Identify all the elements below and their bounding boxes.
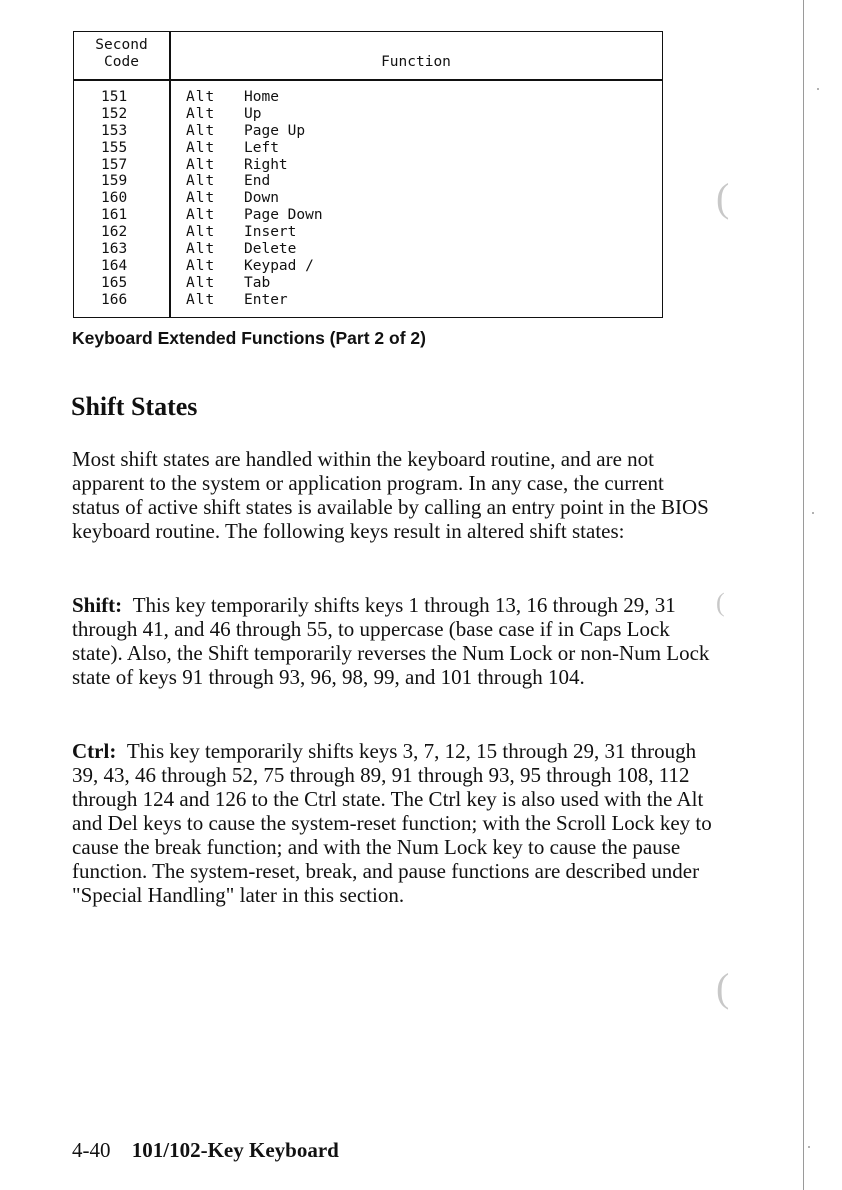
table-header-divider [74, 79, 662, 81]
ctrl-paragraph [72, 739, 712, 907]
ctrl-text: This key temporarily shifts keys 3, 7, 12, 15 through 29, 31 through 39, 43, 46 through 52, 75 through 89, 91 through 93, 95 through 108, 112 through 124 and 126 to the Ctrl state. The Ctrl key is also used with the Alt and Del keys to cause the system-reset function; with the Scroll Lock key to cause the break function; and with the Num Lock key to cause the pause function. The system-reset, break, and pause functions are described under "Special Handling" later in this section. [72, 739, 712, 907]
table-row [74, 275, 662, 292]
row-code: 166 [101, 291, 128, 308]
row-key: Insert [244, 224, 297, 241]
table-row [74, 157, 662, 174]
row-key: Page Up [244, 122, 306, 139]
shift-term: Shift: [72, 593, 123, 617]
ctrl-term: Ctrl: [72, 739, 117, 763]
shift-paragraph [72, 593, 712, 689]
row-code: 160 [101, 190, 128, 207]
row-key: Home [244, 89, 279, 105]
table-row [74, 123, 662, 140]
row-code: 151 [101, 89, 128, 105]
header-code-line: Code [104, 54, 139, 70]
row-code: 155 [101, 139, 128, 156]
table-row [74, 173, 662, 190]
table-row [74, 207, 662, 224]
scan-speck [808, 1146, 810, 1148]
page-edge-rule [803, 0, 804, 1190]
row-key: Tab [244, 274, 271, 291]
page-number: 4-40 [72, 1138, 111, 1162]
table-row [74, 292, 662, 309]
row-key: Down [244, 190, 279, 207]
row-code: 159 [101, 173, 128, 190]
row-code: 157 [101, 156, 128, 173]
scan-mark: ( [716, 175, 730, 220]
row-modifier: Alt [186, 156, 216, 173]
row-key: Up [244, 105, 262, 122]
table-row [74, 140, 662, 157]
extended-functions-table [73, 31, 663, 318]
row-key: Enter [244, 291, 288, 308]
shift-text: This key temporarily shifts keys 1 through 13, 16 through 29, 31 through 41, and 46 through 55, to uppercase (base case if in Caps Lock state). Also, the Shift temporarily reverses the Num Lock or non-Num Lock state of keys 91 through 93, 96, 98, 99, and 101 through 104. [72, 593, 710, 689]
table-row [74, 258, 662, 275]
scan-mark: ( [716, 965, 730, 1010]
header-function: Function [381, 54, 451, 70]
row-key: Left [244, 139, 279, 156]
table-body [74, 89, 662, 309]
header-second-code [74, 37, 169, 71]
row-code: 163 [101, 241, 128, 258]
row-modifier: Alt [186, 89, 216, 105]
row-code: 162 [101, 224, 128, 241]
table-row [74, 224, 662, 241]
page-footer [72, 1138, 339, 1163]
row-modifier: Alt [186, 122, 216, 139]
table-row [74, 241, 662, 258]
table-row [74, 106, 662, 123]
row-modifier: Alt [186, 274, 216, 291]
row-code: 152 [101, 105, 128, 122]
intro-paragraph: Most shift states are handled within the keyboard routine, and are not apparent to the system or application program. In any case, the current status of active shift states is available by calling an entry point in the BIOS keyboard routine. The following keys result in altered shift states: [72, 447, 709, 543]
row-modifier: Alt [186, 139, 216, 156]
row-key: Keypad / [244, 257, 314, 274]
row-key: End [244, 173, 271, 190]
scan-speck [817, 88, 819, 90]
row-code: 165 [101, 274, 128, 291]
header-code-line: Second [95, 37, 148, 53]
row-code: 153 [101, 122, 128, 139]
row-key: Page Down [244, 207, 323, 224]
scan-mark: ( [716, 588, 725, 617]
row-code: 164 [101, 257, 128, 274]
row-modifier: Alt [186, 291, 216, 308]
row-key: Delete [244, 241, 297, 258]
row-modifier: Alt [186, 224, 216, 241]
footer-title: 101/102-Key Keyboard [131, 1138, 339, 1162]
row-modifier: Alt [186, 173, 216, 190]
table-row [74, 89, 662, 106]
section-heading: Shift States [71, 392, 198, 421]
row-modifier: Alt [186, 190, 216, 207]
table-row [74, 190, 662, 207]
table-caption: Keyboard Extended Functions (Part 2 of 2) [72, 328, 426, 348]
row-code: 161 [101, 207, 128, 224]
row-modifier: Alt [186, 241, 216, 258]
row-modifier: Alt [186, 207, 216, 224]
row-modifier: Alt [186, 257, 216, 274]
row-key: Right [244, 156, 288, 173]
scan-speck [812, 512, 814, 514]
row-modifier: Alt [186, 105, 216, 122]
